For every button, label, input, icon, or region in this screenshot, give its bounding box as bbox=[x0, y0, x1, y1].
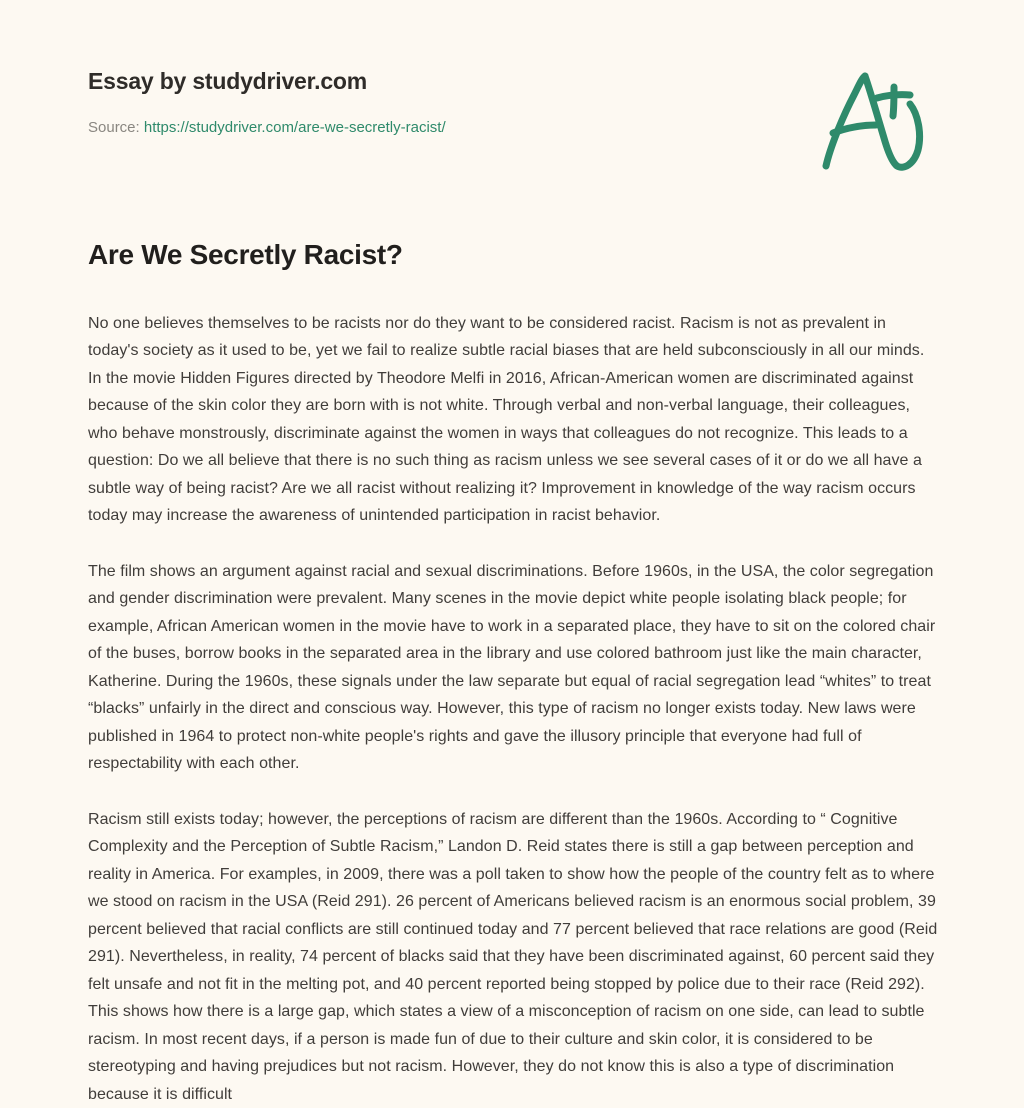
paragraph: The film shows an argument against racial and sexual discriminations. Before 1960s, in the USA, the color segregation and gender discrimination were prevalent. Many scenes in the movie depict white people isolating black people; for example, African American women in the movie have to work in a separated place, they have to sit on the colored chair of the buses, borrow books in the separated area in the library and use colored bathroom just like the main character, Katherine. During the 1960s, these signals under the law separate but equal of racial segregation lead “whites” to treat “blacks” unfairly in the direct and conscious way. However, this type of racism no longer exists today. New laws were published in 1964 to protect non-white people's rights and gave the illusory principle that everyone had full of respectability with each other. bbox=[88, 562, 936, 773]
article-body bbox=[88, 238, 938, 1108]
brand-title: Essay by studydriver.com bbox=[88, 68, 368, 94]
page-header bbox=[0, 0, 1024, 200]
paragraph: No one believes themselves to be racists nor do they want to be considered racist. Racism is not as prevalent in today's society as it used to be, yet we fail to realize subtle racial biases that are held subconsciously in all our minds. In the movie Hidden Figures directed by Theodore Melfi in 2016, African-American women are discriminated against because of the skin color they are born with is not white. Through verbal and non-verbal language, their colleagues, who behave monstrously, discriminate against the women in ways that colleagues do not recognize. This leads to a question: Do we all believe that there is no such thing as racism unless we see several cases of it or do we all have a subtle way of being racist? Are we all racist without realizing it? Improvement in knowledge of the way racism occurs today may increase the awareness of unintended participation in racist behavior. bbox=[88, 314, 925, 525]
source-line bbox=[88, 119, 446, 136]
source-url-link[interactable]: https://studydriver.com/are-we-secretly-racist/ bbox=[143, 119, 446, 136]
paragraph: Racism still exists today; however, the perceptions of racism are different than the 1960s. According to “ Cognitive Complexity and the Perception of Subtle Racism,” Landon D. Reid states there is still a gap between perception and reality in America. For examples, in 2009, there was a poll taken to show how the people of the country felt as to where we stood on racism in the USA (Reid 291). 26 percent of Americans believed racism is an enormous social problem, 39 percent believed that racial conflicts are still continued today and 77 percent believed that race relations are good (Reid 291). Nevertheless, in reality, 74 percent of blacks said that they have been discriminated against, 60 percent said they felt unsafe and not fit in the melting pot, and 40 percent reported being stopped by police due to their race (Reid 292). This shows how there is a large gap, which states a view of a misconception of racism on one side, can lead to subtle racism. In most recent days, if a person is made fun of due to their culture and skin color, it is considered to be stereotyping and having prejudices but not racism. However, they do not know this is also a type of discrimination because it is difficult bbox=[88, 810, 938, 1103]
source-label: Source: bbox=[88, 119, 140, 136]
a-plus-logo-icon[interactable] bbox=[804, 62, 934, 174]
page-title: Are We Secretly Racist? bbox=[88, 239, 403, 270]
